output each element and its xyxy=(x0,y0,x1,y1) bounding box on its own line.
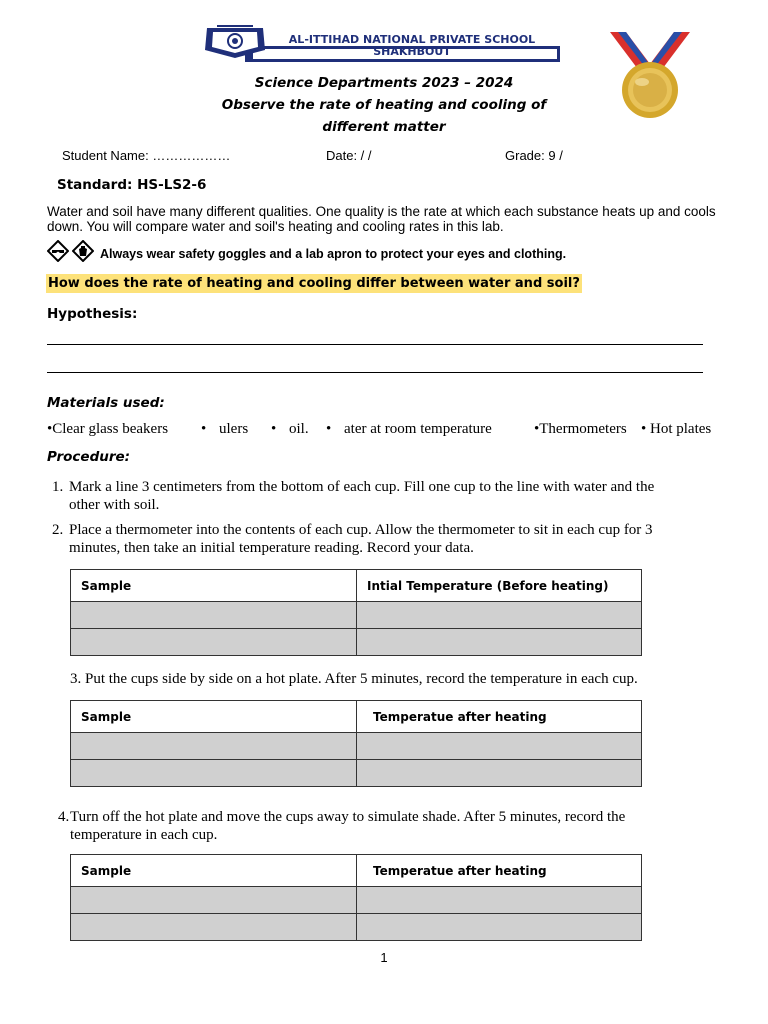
table-cell[interactable] xyxy=(357,602,642,629)
step-text: Put the cups side by side on a hot plate. After 5 minutes, record the temperature in each cup. xyxy=(85,671,638,687)
material-item: •Clear glass beakers xyxy=(47,421,169,437)
title-line-1: Science Departments 2023 – 2024 xyxy=(254,75,514,91)
step-number: 4. xyxy=(58,809,70,825)
procedure-step-4 xyxy=(58,808,718,844)
table-row xyxy=(71,733,642,760)
safety-notice xyxy=(47,238,566,264)
table-cell[interactable] xyxy=(71,629,357,656)
table-cell[interactable] xyxy=(357,914,642,941)
table-header: Sample xyxy=(71,701,357,733)
page-number: 1 xyxy=(380,950,388,965)
initial-temperature-table xyxy=(70,569,642,656)
table-row xyxy=(71,914,642,941)
title-line-3: different matter xyxy=(322,119,446,135)
step-text: minutes, then take an initial temperature reading. Record your data. xyxy=(69,540,474,556)
table-row xyxy=(71,629,642,656)
procedure-step-2 xyxy=(52,521,712,557)
table-row xyxy=(71,760,642,787)
standard-heading: Standard: HS-LS2-6 xyxy=(57,177,207,193)
procedure-step-1 xyxy=(52,478,712,514)
title-line-2: Observe the rate of heating and cooling of xyxy=(221,97,547,113)
procedure-heading: Procedure: xyxy=(47,449,131,465)
table-header: Intial Temperature (Before heating) xyxy=(357,570,642,602)
table-cell[interactable] xyxy=(357,629,642,656)
material-item: ulers xyxy=(219,421,249,437)
step-text: other with soil. xyxy=(69,497,160,513)
step-text: Turn off the hot plate and move the cups away to simulate shade. After 5 minutes, record the xyxy=(70,809,626,825)
material-bullet: • xyxy=(326,421,332,437)
table-header: Sample xyxy=(71,570,357,602)
table-cell[interactable] xyxy=(71,733,357,760)
materials-heading: Materials used: xyxy=(47,395,165,411)
table-row xyxy=(71,602,642,629)
school-name xyxy=(262,34,562,58)
table-cell[interactable] xyxy=(357,733,642,760)
step-text: Place a thermometer into the contents of each cup. Allow the thermometer to sit in each cup for 3 xyxy=(69,522,653,538)
material-bullet: • xyxy=(201,421,207,437)
table-header: Temperatue after heating xyxy=(357,701,642,733)
table-cell[interactable] xyxy=(71,760,357,787)
after-heating-table xyxy=(70,700,642,787)
safety-text: Always wear safety goggles and a lab apron to protect your eyes and clothing. xyxy=(100,247,567,261)
student-name-field[interactable]: Student Name: ……………… xyxy=(62,148,231,163)
step-text: Mark a line 3 centimeters from the bottom of each cup. Fill one cup to the line with water and the xyxy=(69,479,655,495)
school-name-line1: AL-ITTIHAD NATIONAL PRIVATE SCHOOL xyxy=(288,33,536,46)
table-header: Temperatue after heating xyxy=(357,855,642,887)
procedure-step-3 xyxy=(70,670,730,688)
material-item: oil. xyxy=(289,421,309,437)
table-cell[interactable] xyxy=(71,914,357,941)
hypothesis-answer-line-2[interactable] xyxy=(47,372,703,373)
material-item: • Hot plates xyxy=(641,421,712,437)
table-cell[interactable] xyxy=(71,602,357,629)
table-header: Sample xyxy=(71,855,357,887)
material-item: •Thermometers xyxy=(534,421,627,437)
material-item: ater at room temperature xyxy=(344,421,492,437)
table-cell[interactable] xyxy=(357,887,642,914)
step-number: 1. xyxy=(52,479,64,495)
table-cell[interactable] xyxy=(71,887,357,914)
material-bullet: • xyxy=(271,421,277,437)
intro-paragraph: Water and soil have many different qualities. One quality is the rate at which each substance heats up and cools down. You will compare water and soil's heating and cooling rates in this lab. xyxy=(47,204,716,234)
research-question: How does the rate of heating and cooling differ between water and soil? xyxy=(48,276,580,291)
apron-icon xyxy=(72,240,94,262)
cooling-temperature-table xyxy=(70,854,642,941)
step-number: 2. xyxy=(52,522,64,538)
step-number: 3. xyxy=(70,671,82,687)
date-field[interactable]: Date: / / xyxy=(326,148,372,163)
step-text: temperature in each cup. xyxy=(70,827,218,843)
school-name-line2: SHAKHBOUT xyxy=(373,45,451,58)
grade-field[interactable]: Grade: 9 / xyxy=(505,148,563,163)
table-row xyxy=(71,887,642,914)
hypothesis-answer-line-1[interactable] xyxy=(47,344,703,345)
goggles-icon xyxy=(47,240,69,262)
hypothesis-heading: Hypothesis: xyxy=(47,306,138,322)
table-cell[interactable] xyxy=(357,760,642,787)
